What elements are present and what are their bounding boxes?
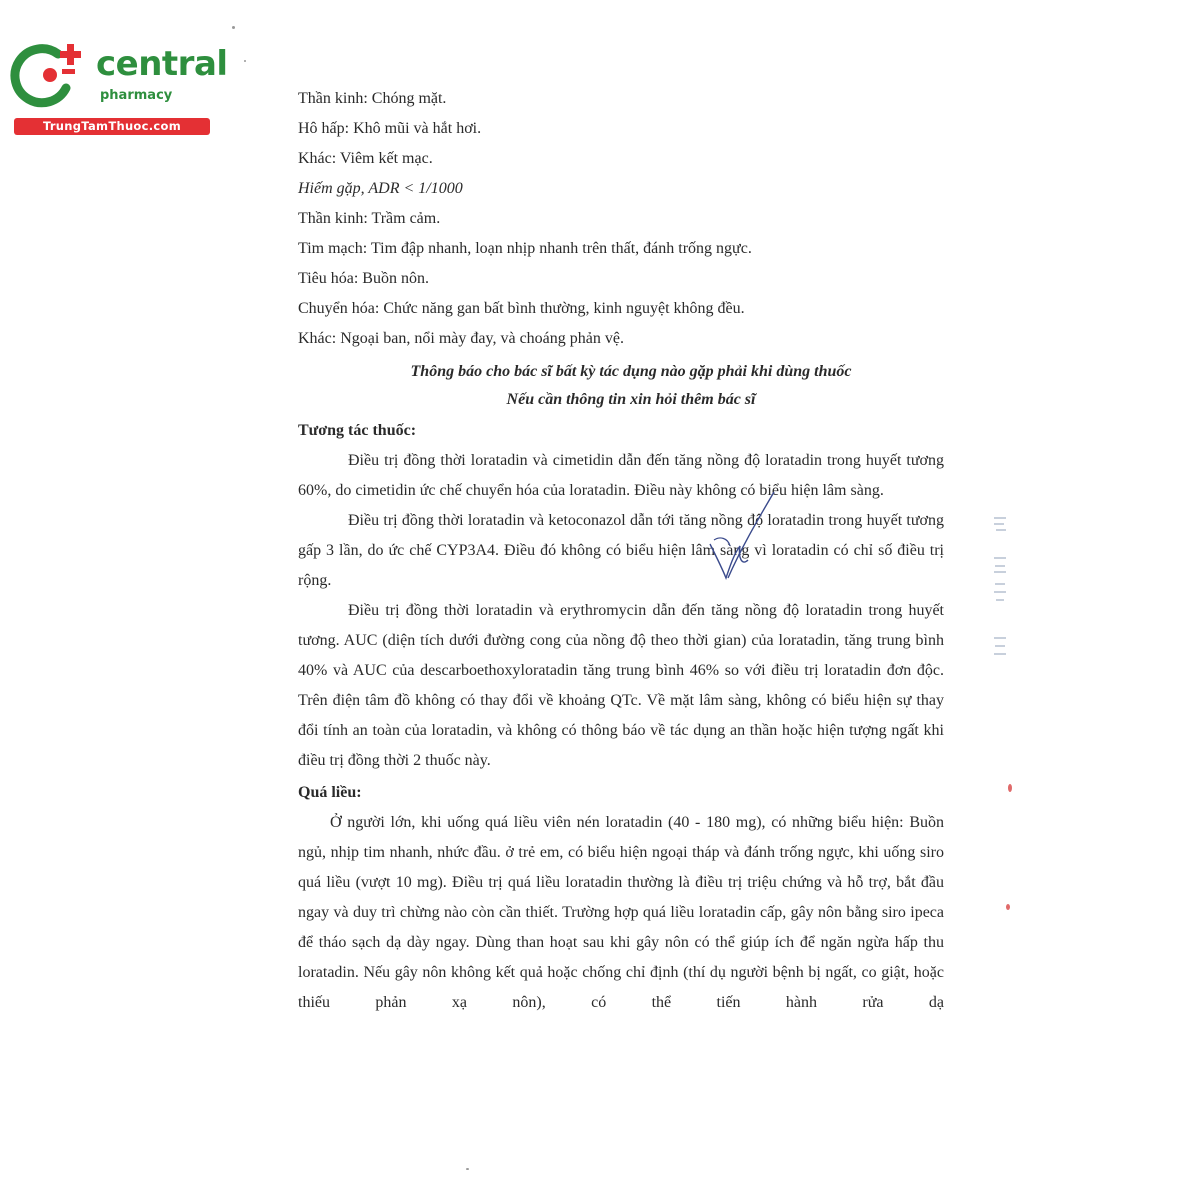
overdose-paragraph: Ở người lớn, khi uống quá liều viên nén loratadin (40 - 180 mg), có những biểu hiện: Buồn ngủ, nhịp tim nhanh, nhức đầu. ở trẻ em, có biểu hiện ngoại tháp và đánh trống ngực, khi uống siro quá liều (vượt 10 mg). Điều trị quá liều loratadin thường là điều trị triệu chứng và hỗ trợ, bắt đầu ngay và duy trì chừng nào còn cần thiết. Trường hợp quá liều loratadin cấp, gây nôn bằng siro ipeca để tháo sạch dạ dày ngay. Dùng than hoạt sau khi gây nôn có thể giúp ích để ngăn ngừa hấp thu loratadin. Nếu gây nôn không kết quả hoặc chống chỉ định (thí dụ người bệnh bị ngất, co giật, hoặc thiếu phản xạ nôn), có thể tiến hành rửa dạ	[298, 814, 944, 1011]
scan-speck	[232, 26, 235, 29]
rare-side-effect-line: Chuyển hóa: Chức năng gan bất bình thường, kinh nguyệt không đều.	[298, 300, 745, 317]
interactions-heading: Tương tác thuốc:	[298, 422, 417, 439]
rare-side-effect-line: Tim mạch: Tim đập nhanh, loạn nhịp nhanh trên thất, đánh trống ngực.	[298, 240, 752, 257]
side-effect-line: Khác: Viêm kết mạc.	[298, 150, 433, 167]
scan-speck	[1006, 904, 1010, 910]
pharmacy-cross-logo-icon	[10, 40, 90, 110]
interaction-paragraph: Điều trị đồng thời loratadin và cimetidin dẫn đến tăng nồng độ loratadin trong huyết tương 60%, do cimetidin ức chế chuyển hóa của loratadin. Điều này không có biểu hiện lâm sàng.	[298, 452, 944, 499]
doctor-notice-line: Nếu cần thông tin xin hỏi thêm bác sĩ	[506, 391, 756, 408]
logo-brand-name: central	[96, 44, 228, 84]
logo-brand-sub: pharmacy	[100, 88, 173, 103]
central-pharmacy-logo[interactable]	[10, 36, 228, 136]
scan-speck	[466, 1168, 469, 1170]
rare-side-effect-line: Khác: Ngoại ban, nổi mày đay, và choáng phản vệ.	[298, 330, 624, 347]
scan-speck	[1008, 784, 1012, 792]
handwritten-signature-icon	[690, 486, 800, 596]
logo-website-label: TrungTamThuoc.com	[14, 118, 210, 135]
interaction-paragraph: Điều trị đồng thời loratadin và ketoconazol dẫn tới tăng nồng độ loratadin trong huyết tương gấp 3 lần, do ức chế CYP3A4. Điều đó không có biểu hiện lâm sàng vì loratadin có chỉ số điều trị rộng.	[298, 512, 944, 589]
side-effect-line: Thần kinh: Chóng mặt.	[298, 90, 447, 107]
interaction-paragraph: Điều trị đồng thời loratadin và erythromycin dẫn đến tăng nồng độ loratadin trong huyết tương. AUC (diện tích dưới đường cong của nồng độ theo thời gian) của loratadin, tăng trung bình 40% và AUC của descarboethoxyloratadin tăng trung bình 46% so với điều trị loratadin đơn độc. Trên điện tâm đồ không có thay đổi về khoảng QTc. Về mặt lâm sàng, không có biểu hiện sự thay đổi tính an toàn của loratadin, và không có thông báo về tác dụng an thần hoặc hiện tượng ngất khi điều trị đồng thời 2 thuốc này.	[298, 602, 944, 769]
doctor-notice-line: Thông báo cho bác sĩ bất kỳ tác dụng nào gặp phải khi dùng thuốc	[410, 363, 852, 380]
rare-side-effect-line: Tiêu hóa: Buồn nôn.	[298, 270, 429, 287]
overdose-heading: Quá liều:	[298, 784, 362, 801]
rare-frequency-label: Hiếm gặp, ADR < 1/1000	[298, 180, 463, 197]
document-body	[298, 84, 944, 1018]
edge-stamp-marks-icon	[980, 510, 1020, 690]
scan-speck	[244, 60, 246, 62]
side-effect-line: Hô hấp: Khô mũi và hắt hơi.	[298, 120, 482, 137]
rare-side-effect-line: Thần kinh: Trầm cảm.	[298, 210, 441, 227]
